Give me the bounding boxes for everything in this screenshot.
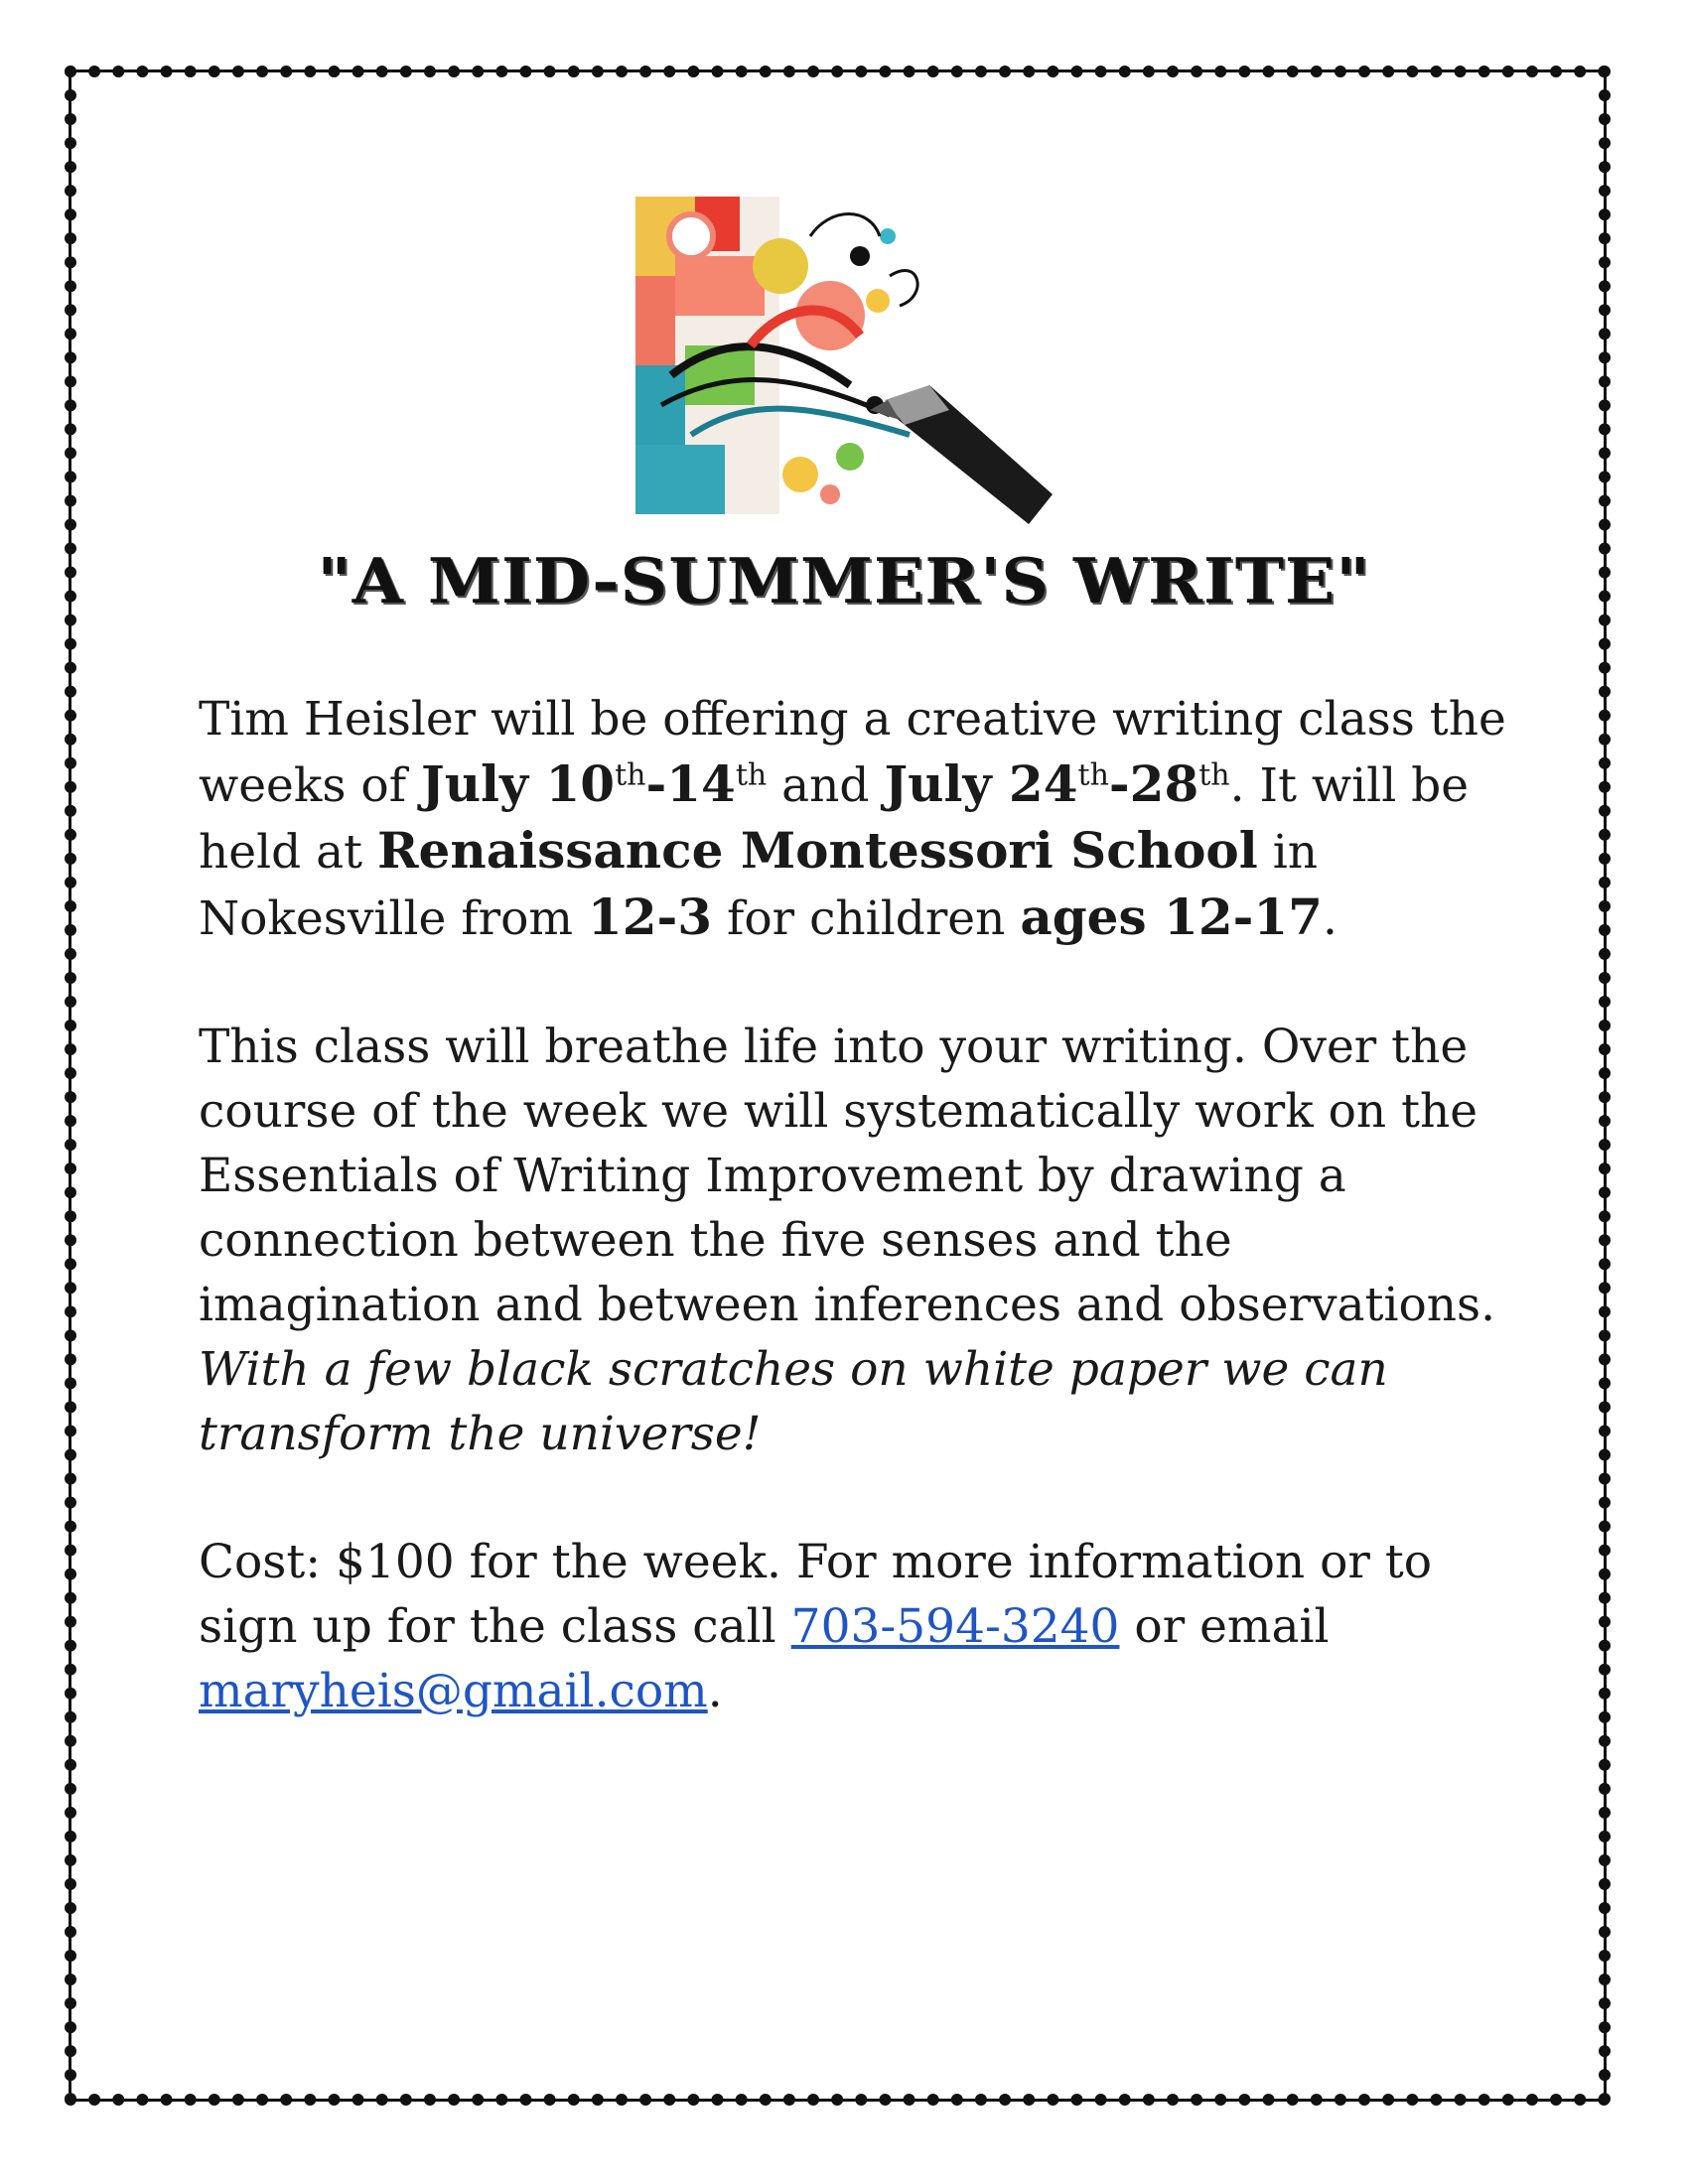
tagline: With a few black scratches on white paper we can transform the universe! (199, 1342, 1388, 1461)
flyer-body (199, 687, 1519, 1787)
intro-paragraph: Tim Heisler will be offering a creative writing class the weeks of July 10th-14th and July 24th-28th. It will be held at Renaissance Montessori School in Nokesville from 12-3 for children ages 12-17. (199, 692, 1506, 946)
school-name: Renaissance Montessori School (377, 821, 1258, 880)
age-range: ages 12-17 (1020, 887, 1323, 946)
class-time: 12-3 (587, 887, 713, 946)
phone-link[interactable]: 703-594-3240 (790, 1599, 1120, 1654)
cost-paragraph: Cost: $100 for the week. For more information or to sign up for the class call 703-594-3240 or email maryheis@gmail.com. (199, 1535, 1433, 1718)
email-link[interactable]: maryheis@gmail.com (199, 1664, 708, 1718)
description-paragraph: This class will breathe life into your writing. Over the course of the week we will systematically work on the Essentials of Writing Improvement by drawing a connection between the five senses and the imagination and between inferences and observations. With a few black scratches on white paper we can transform the universe! (199, 1020, 1496, 1461)
page-title: "A MID-SUMMER'S WRITE" (317, 543, 1371, 618)
ink-pen-splash-icon (632, 197, 1053, 524)
